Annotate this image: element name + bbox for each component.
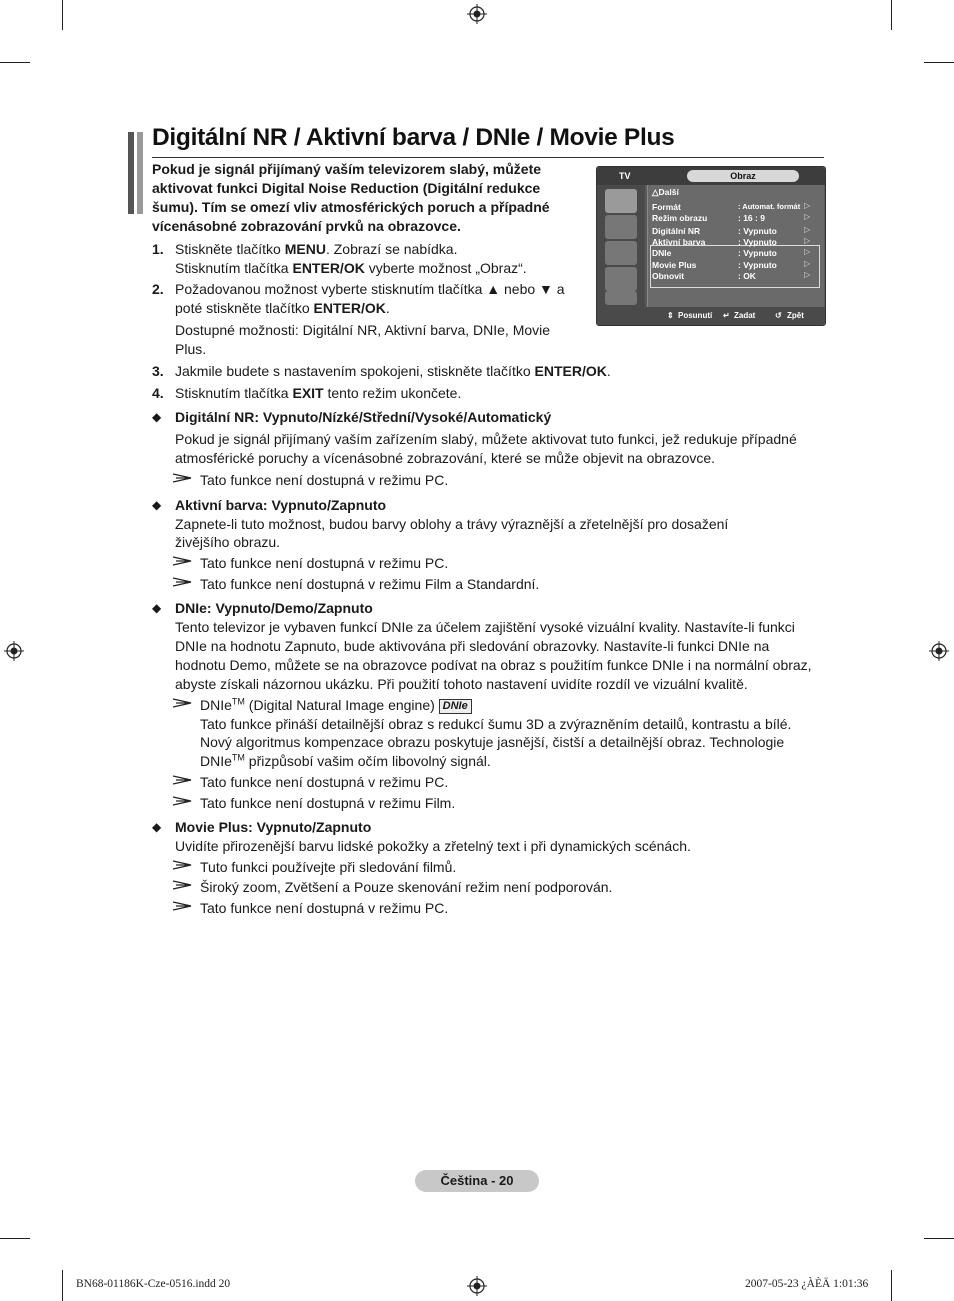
note-text: DNIe™ (Digital Natural Image engine) DNIe xyxy=(200,696,472,715)
note-text: Tato funkce není dostupná v režimu PC. xyxy=(200,472,449,488)
note-arrow-icon xyxy=(172,698,194,708)
note-arrow-icon xyxy=(172,796,194,806)
page-number: Čeština - 20 xyxy=(415,1170,539,1192)
registration-mark-icon xyxy=(467,4,487,24)
menu-tab-picture: Obraz xyxy=(687,170,799,182)
step-3-text: Jakmile budete s nastavením spokojeni, stiskněte tlačítko ENTER/OK. xyxy=(175,363,611,379)
dnie-logo: DNIe xyxy=(439,699,472,714)
crop-mark xyxy=(62,1270,63,1301)
note-text: Tato funkce přináší detailnější obraz s redukcí šumu 3D a zvýrazněním detailů, kontrastu a bílé. xyxy=(200,716,792,732)
crop-mark xyxy=(62,0,63,30)
chevron-right-icon: ▷ xyxy=(804,247,811,256)
menu-row-label: Movie Plus xyxy=(652,260,697,270)
step-number: 2. xyxy=(152,281,164,297)
print-slug-date: 2007-05-23 ¿ÀÈÄ 1:01:36 xyxy=(745,1278,869,1290)
menu-row-value: : Automat. formát xyxy=(738,202,801,211)
tv-menu-list xyxy=(647,185,824,307)
section-heading-nr: Digitální NR: Vypnuto/Nízké/Střední/Vysoké/Automatický xyxy=(175,409,552,425)
footer-enter: Zadat xyxy=(734,311,756,320)
note-arrow-icon xyxy=(172,860,194,870)
note-arrow-icon xyxy=(172,577,194,587)
page-title: Digitální NR / Aktivní barva / DNIe / Movie Plus xyxy=(152,124,675,151)
registration-mark-icon xyxy=(467,1276,487,1296)
section-text: Uvidíte přirozenější barvu lidské pokožky a zřetelný text i při dynamických scénách. xyxy=(175,838,691,854)
enter-icon: ↵ xyxy=(723,311,730,320)
menu-row-value: : Vypnuto xyxy=(738,226,777,236)
note-text: Tuto funkci používejte při sledování filmů. xyxy=(200,859,457,875)
note-text: DNIe™ přizpůsobí vašim očím libovolný signál. xyxy=(200,752,491,769)
step-1-text-2: Stisknutím tlačítka ENTER/OK vyberte možnost „Obraz“. xyxy=(175,260,527,276)
registration-mark-icon xyxy=(4,641,24,661)
chevron-right-icon: ▷ xyxy=(804,236,811,245)
section-heading-dnie: DNIe: Vypnuto/Demo/Zapnuto xyxy=(175,600,373,616)
title-bar-accent xyxy=(137,132,143,214)
menu-row-label: DNIe xyxy=(652,248,672,258)
chevron-right-icon: ▷ xyxy=(804,201,811,210)
note-text: Tato funkce není dostupná v režimu PC. xyxy=(200,774,449,790)
section-text: DNIe na hodnotu Zapnuto, bude aktivována při sledování obrazovky. Nastavíte-li funkci DNIe na xyxy=(175,638,770,654)
menu-row-label: Digitální NR xyxy=(652,226,701,236)
intro-paragraph: Pokud je signál přijímaný vaším televizorem slabý, můžete aktivovat funkci Digital Noise Reduction (Digitální redukce šumu). Tím se omezí vliv atmosférických poruch a případné vícenásobné zobrazování prvků na obrazovce. xyxy=(152,161,550,234)
section-text: abyste získali názornou ukázku. Při použití tohoto nastavení uvidíte rozdíl ve vizuální kvalitě. xyxy=(175,676,748,692)
setup-icon xyxy=(605,267,637,291)
menu-row-label: Obnovit xyxy=(652,271,685,281)
return-icon: ↺ xyxy=(775,311,782,320)
crop-mark xyxy=(0,62,30,63)
note-text: Tato funkce není dostupná v režimu Film. xyxy=(200,795,456,811)
section-text: atmosférické poruchy a vícenásobné zobrazování, které se může objevit na obrazovce. xyxy=(175,450,716,466)
tv-menu-footer xyxy=(597,307,825,325)
crop-mark xyxy=(891,1270,892,1301)
crop-mark xyxy=(0,1238,30,1239)
menu-row-label: Režim obrazu xyxy=(652,213,708,223)
menu-more: △Další xyxy=(652,187,679,197)
note-text: Tato funkce není dostupná v režimu PC. xyxy=(200,555,449,571)
note-text: Tato funkce není dostupná v režimu Film a Standardní. xyxy=(200,576,540,592)
print-slug-file: BN68-01186K-Cze-0516.indd 20 xyxy=(76,1278,231,1290)
section-text: hodnotu Demo, můžete se na obrazovce podívat na obraz s použitím funkce DNIe i na normální obraz, xyxy=(175,657,812,673)
step-2-text-2: poté stiskněte tlačítko ENTER/OK. xyxy=(175,300,390,316)
section-heading-active-color: Aktivní barva: Vypnuto/Zapnuto xyxy=(175,497,387,513)
move-icon: ⇕ xyxy=(667,311,674,320)
chevron-right-icon: ▷ xyxy=(804,225,811,234)
chevron-right-icon: ▷ xyxy=(804,270,811,279)
step-4-text: Stisknutím tlačítka EXIT tento režim ukončete. xyxy=(175,385,462,401)
section-text: Tento televizor je vybaven funkcí DNIe za účelem zajištění vysoké vizuální kvality. Nastavíte-li funkci xyxy=(175,619,795,635)
note-arrow-icon xyxy=(172,901,194,911)
chevron-right-icon: ▷ xyxy=(804,212,811,221)
crop-mark xyxy=(891,0,892,30)
note-arrow-icon xyxy=(172,556,194,566)
section-text: živějšího obrazu. xyxy=(175,534,281,550)
diamond-bullet-icon: ◆ xyxy=(152,410,162,424)
menu-row-value: : OK xyxy=(738,271,756,281)
step-number: 4. xyxy=(152,385,164,401)
note-arrow-icon xyxy=(172,775,194,785)
menu-row-value: : Vypnuto xyxy=(738,237,777,247)
crop-mark xyxy=(924,1238,954,1239)
note-text: Nový algoritmus kompenzace obrazu poskytuje jasnější, čistší a detailnější obraz. Technologie xyxy=(200,734,785,750)
note-text: Tato funkce není dostupná v režimu PC. xyxy=(200,900,449,916)
step-2-options-2: Plus. xyxy=(175,341,207,357)
tv-menu-header xyxy=(597,167,825,185)
note-text: Široký zoom, Zvětšení a Pouze skenování režim není podporován. xyxy=(200,879,613,895)
step-1-text: Stiskněte tlačítko MENU. Zobrazí se nabídka. xyxy=(175,241,458,257)
menu-row-label: Aktivní barva xyxy=(652,237,706,247)
tv-menu-sidebar xyxy=(597,185,645,307)
section-text: Zapnete-li tuto možnost, budou barvy oblohy a trávy výraznější a zřetelnější pro dosažení xyxy=(175,516,729,532)
menu-row-label: Formát xyxy=(652,202,681,212)
diamond-bullet-icon: ◆ xyxy=(152,498,162,512)
note-arrow-icon xyxy=(172,473,194,483)
step-number: 1. xyxy=(152,241,164,257)
crop-mark xyxy=(924,62,954,63)
registration-mark-icon xyxy=(929,641,949,661)
picture-icon xyxy=(605,189,637,213)
menu-row-value: : Vypnuto xyxy=(738,248,777,258)
menu-row-value: : 16 : 9 xyxy=(738,213,765,223)
diamond-bullet-icon: ◆ xyxy=(152,820,162,834)
note-arrow-icon xyxy=(172,880,194,890)
chevron-right-icon: ▷ xyxy=(804,259,811,268)
tv-label: TV xyxy=(619,171,631,181)
sound-icon xyxy=(605,215,637,239)
section-text: Pokud je signál přijímaný vaším zařízením slabý, můžete aktivovat tuto funkci, jež redukuje případné xyxy=(175,431,797,447)
tv-menu-screenshot xyxy=(596,166,826,326)
title-bar-accent xyxy=(128,132,134,214)
step-number: 3. xyxy=(152,363,164,379)
footer-move: Posunutí xyxy=(678,311,713,320)
step-2-options: Dostupné možnosti: Digitální NR, Aktivní barva, DNIe, Movie xyxy=(175,322,551,338)
footer-back: Zpět xyxy=(787,311,804,320)
input-icon xyxy=(605,291,637,305)
menu-row-value: : Vypnuto xyxy=(738,260,777,270)
step-2-text: Požadovanou možnost vyberte stisknutím tlačítka ▲ nebo ▼ a xyxy=(175,281,565,297)
section-heading-movie-plus: Movie Plus: Vypnuto/Zapnuto xyxy=(175,819,372,835)
diamond-bullet-icon: ◆ xyxy=(152,601,162,615)
title-rule xyxy=(152,157,824,158)
channel-icon xyxy=(605,241,637,265)
